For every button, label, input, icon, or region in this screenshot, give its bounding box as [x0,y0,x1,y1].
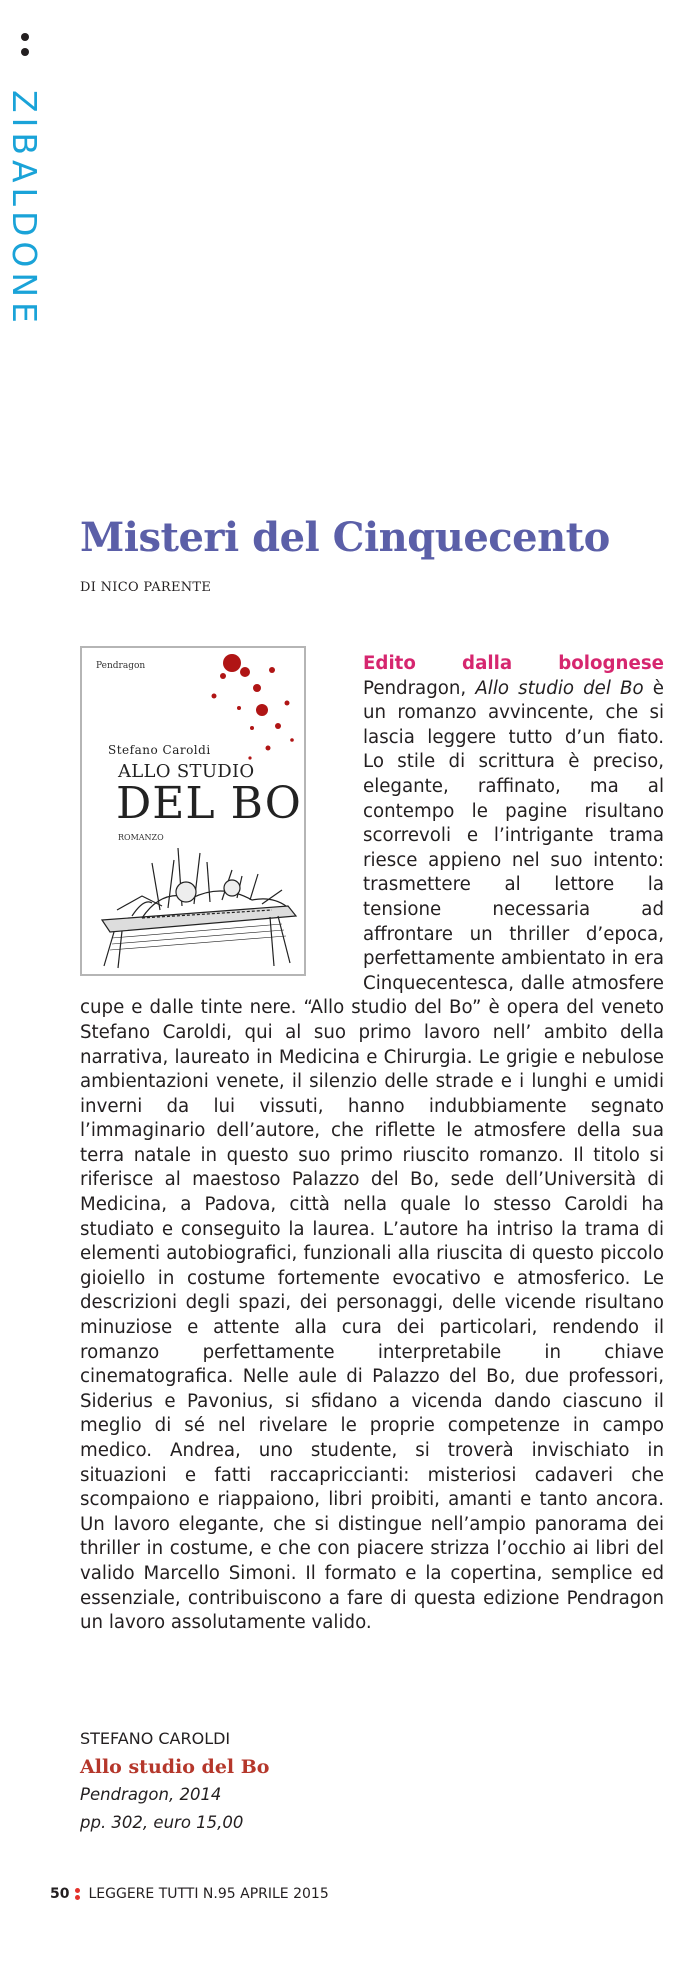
cover-genre: ROMANZO [118,833,164,842]
page-footer [50,1886,329,1902]
book-info-publisher: Pendragon, 2014 [80,1785,222,1804]
section-tab [4,30,44,328]
page-number: 50 [50,1886,70,1902]
book-info-pages-price: pp. 302, euro 15,00 [80,1813,244,1832]
book-info [80,1725,269,1837]
section-label: ZIBALDONE [5,90,44,328]
article-byline: DI NICO PARENTE [80,580,212,595]
cover-wrap-spacer [80,652,363,987]
article-lead: Edito dalla bolognese [363,653,664,674]
body-intro: Pendragon, [363,677,476,699]
body-book-title: Allo studio del Bo [475,677,644,699]
book-info-title: Allo studio del Bo [80,1756,270,1778]
book-info-author: STEFANO CAROLDI [80,1729,231,1748]
article-title: Misteri del Cinquecento [80,514,610,561]
section-dots-icon [18,30,32,64]
magazine-issue: LEGGERE TUTTI N.95 APRILE 2015 [88,1886,329,1902]
body-text: è un romanzo avvincente, che si lascia leggere tutto d’un fiato. Lo stile di scrittura è preciso, elegante, raffinato, ma al contempo le pagine risultano scorrevoli e l’intrigante trama riesce appieno nel suo intento: trasmettere al lettore la tensione necessaria ad affrontare un thriller d’epoca, perfettamente ambientato in era Cinquecentesca, dalle atmosfere cupe e dalle tinte nere. “Allo studio del Bo” è opera del veneto Stefano Caroldi, qui al suo primo lavoro nell’ ambito della narrativa, laureato in Medicina e Chirurgia. Le grigie e nebulose ambientazioni venete, il silenzio delle strade e i lunghi e umidi inverni da lui vissuti, hanno indubbiamente segnato l’immaginario dell’autore, che riflette le atmosfere della sua terra natale in questo suo primo riuscito romanzo. Il titolo si riferisce al maestoso Palazzo del Bo, sede dell’Università di Medicina, a Padova, città nella quale lo stesso Caroldi ha studiato e conseguito la laurea. L’autore ha intriso la trama di elementi autobiografici, funzionali alla riuscita di questo piccolo gioiello in costume fortemente evocativo e atmosferico. Le descrizioni degli spazi, dei personaggi, delle vicende risultano minuziose e attente alla cura dei particolari, rendendo il romanzo perfettamente interpretabile in chiave cinematografica. Nelle aule di Palazzo del Bo, due professori, Siderius e Pavonius, si sfidano a vicenda dando ciascuno il meglio di sé nel rivelare le proprie competenze in campo medico. Andrea, uno studente, si troverà invischiato in situazioni e fatti raccapriccianti: misteriosi cadaveri che scompaiono e riappaiono, libri proibiti, amanti e tanto ancora. Un lavoro elegante, che si distingue nell’ampio panorama dei thriller in costume, e che con piacere strizza l’occhio ai libri del valido Marcello Simoni. Il formato e la copertina, semplice ed essenziale, contribuiscono a fare di questa edizione Pendragon un lavoro assolutamente valido. [80,677,664,1634]
cover-author: Stefano Caroldi [108,743,211,757]
article-body [80,652,664,1636]
cover-title-line-1: ALLO STUDIO [118,761,255,782]
cover-title-line-2: DEL BO [116,778,302,829]
footer-separator-icon [75,1886,81,1902]
cover-publisher: Pendragon [96,661,146,671]
